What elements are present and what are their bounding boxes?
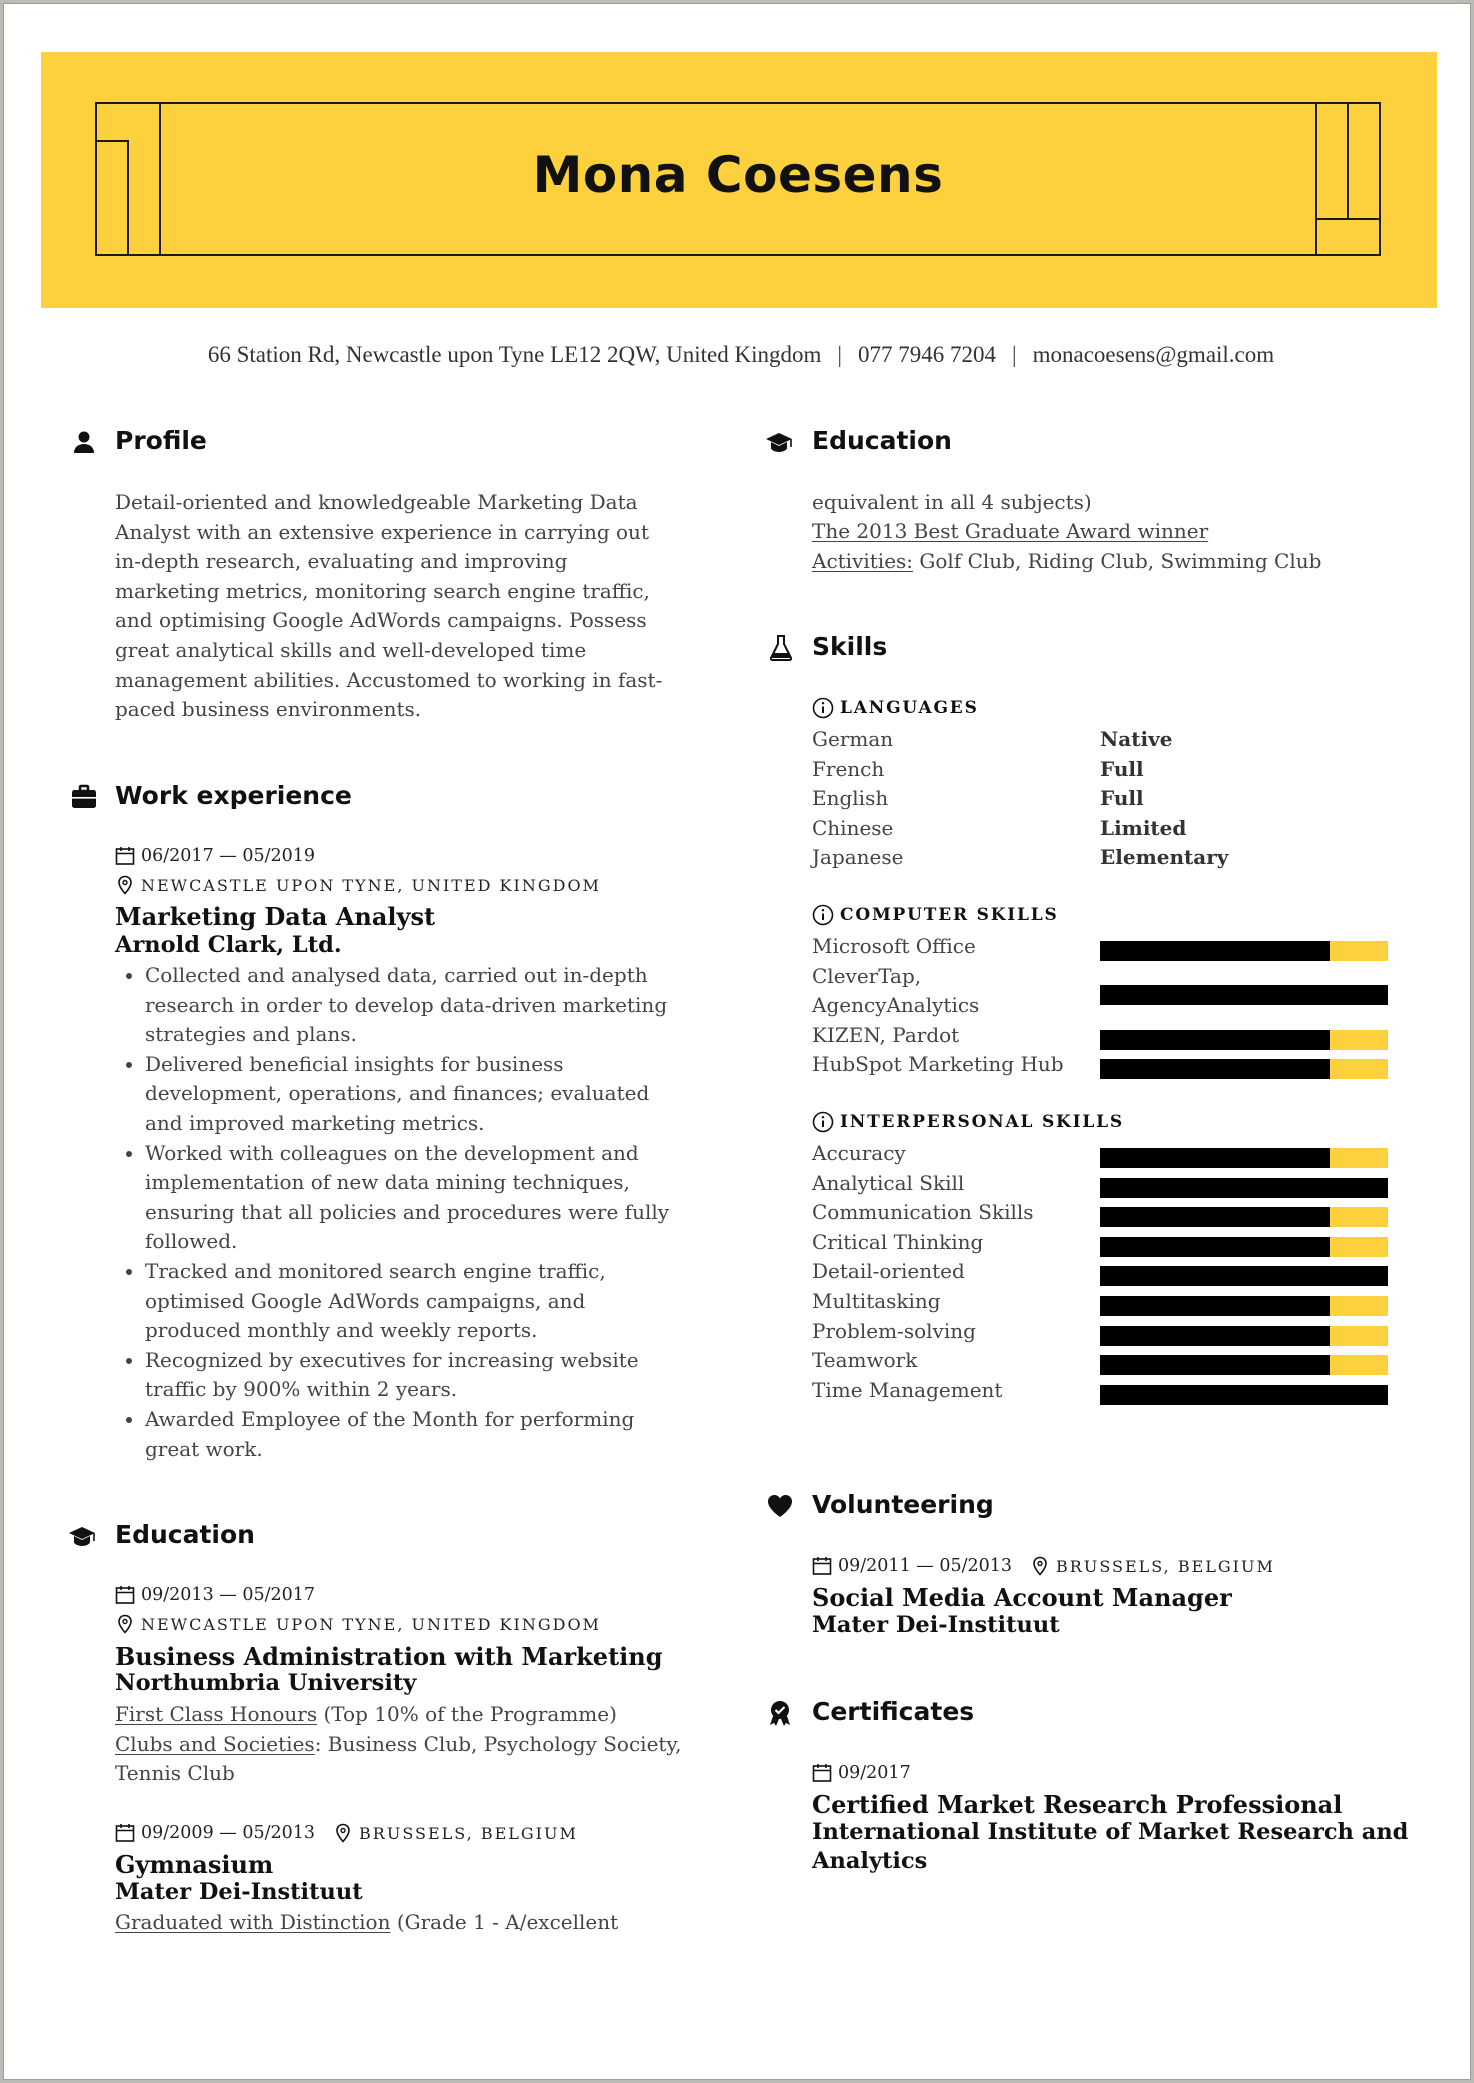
interpersonal-skill-bar-fill	[1100, 1385, 1388, 1405]
candidate-name: Mona Coesens	[532, 146, 944, 204]
education2-dates-text: 09/2009 — 05/2013	[141, 1823, 316, 1843]
honours-line: First Class Honours (Top 10% of the Programme)	[115, 1702, 617, 1726]
language-level: Full	[1100, 786, 1144, 811]
list-item: • Worked with colleagues on the development and implementation of new data mining techniques, ensuring that all policies and procedures were fully followed.	[145, 1139, 765, 1257]
interpersonal-skill-bar-fill	[1100, 1148, 1330, 1168]
resume-page	[3, 3, 1471, 2080]
education-continued-line: equivalent in all 4 subjects)	[812, 490, 1092, 514]
education2-meta	[115, 1823, 578, 1843]
info-icon	[812, 697, 834, 719]
degree-title: Business Administration with Marketing	[115, 1642, 663, 1671]
profile-line: Detail-oriented and knowledgeable Marketing Data	[115, 490, 638, 514]
clubs-link[interactable]: Clubs and Societies	[115, 1732, 315, 1756]
education2-location-text: BRUSSELS, BELGIUM	[359, 1823, 578, 1843]
degree-title-2: Gymnasium	[115, 1850, 274, 1879]
interpersonal-skill-name: Teamwork	[812, 1348, 918, 1373]
language-name: English	[812, 786, 889, 811]
calendar-icon	[115, 846, 135, 866]
info-icon	[812, 904, 834, 926]
profile-heading: Profile	[115, 426, 207, 455]
interpersonal-skill-name: Detail-oriented	[812, 1259, 965, 1284]
language-level: Full	[1100, 756, 1144, 781]
job-dates	[115, 846, 315, 866]
list-item: • Recognized by executives for increasing website traffic by 900% within 2 years.	[145, 1346, 765, 1405]
volunteer-org: Mater Dei-Instituut	[812, 1612, 1060, 1638]
list-item: • Delivered beneficial insights for business development, operations, and finances; evaluated and improved marketing metrics.	[145, 1050, 765, 1139]
location-pin-icon	[115, 1614, 135, 1634]
work-experience-heading: Work experience	[115, 781, 352, 810]
job-company: Arnold Clark, Ltd.	[115, 932, 342, 958]
certificates-heading: Certificates	[812, 1697, 975, 1726]
interpersonal-skill-bar	[1100, 1207, 1388, 1227]
interpersonal-skill-name: Problem-solving	[812, 1318, 976, 1343]
computer-skill-bar	[1100, 1030, 1388, 1050]
heart-icon	[766, 1492, 794, 1520]
interpersonal-skill-bar	[1100, 1296, 1388, 1316]
language-name: French	[812, 756, 885, 781]
languages-subheading: LANGUAGES	[812, 697, 979, 719]
school-name: Northumbria University	[115, 1670, 417, 1696]
interpersonal-skills-subheading: INTERPERSONAL SKILLS	[812, 1111, 1124, 1133]
list-item: • Awarded Employee of the Month for performing great work.	[145, 1405, 765, 1464]
education-location-text: NEWCASTLE UPON TYNE, UNITED KINGDOM	[141, 1614, 601, 1634]
profile-line: great analytical skills and well-developed time	[115, 637, 587, 662]
computer-skill-bar-fill	[1100, 985, 1388, 1005]
school-name-2: Mater Dei-Instituut	[115, 1879, 363, 1905]
interpersonal-skill-bar-fill	[1100, 1237, 1330, 1257]
graduation-cap-icon	[68, 1522, 96, 1550]
distinction-line: Graduated with Distinction (Grade 1 - A/excellent	[115, 1910, 619, 1934]
interpersonal-skill-bar	[1100, 1148, 1388, 1168]
clubs-line: Clubs and Societies: Business Club, Psychology Society,	[115, 1732, 682, 1756]
interpersonal-skill-bar-fill	[1100, 1207, 1330, 1227]
flask-icon	[767, 634, 795, 662]
info-icon	[812, 1111, 834, 1133]
computer-skill-bar	[1100, 985, 1388, 1005]
interpersonal-skill-bar-fill	[1100, 1355, 1330, 1375]
profile-text	[115, 488, 715, 725]
computer-skill-bar	[1100, 1059, 1388, 1079]
computer-skill-bar	[1100, 941, 1388, 961]
interpersonal-skill-name: Communication Skills	[812, 1200, 1034, 1225]
header-banner	[41, 52, 1437, 308]
education-heading-continued: Education	[812, 426, 952, 455]
calendar-icon	[115, 1823, 135, 1843]
contact-separator: |	[1012, 342, 1017, 367]
certificate-name: Certified Market Research Professional	[812, 1790, 1343, 1819]
interpersonal-skill-bar-fill	[1100, 1266, 1388, 1286]
activities-label[interactable]: Activities:	[812, 549, 914, 573]
profile-line: paced business environments.	[115, 697, 422, 722]
calendar-icon	[812, 1556, 832, 1576]
volunteering-heading: Volunteering	[812, 1490, 994, 1519]
computer-skills-subheading: COMPUTER SKILLS	[812, 904, 1059, 926]
certificate-issuer-cont: Analytics	[812, 1848, 928, 1874]
interpersonal-skill-name: Multitasking	[812, 1289, 941, 1313]
briefcase-icon	[70, 783, 98, 811]
education-dates	[115, 1585, 315, 1605]
location-pin-icon	[333, 1823, 353, 1843]
interpersonal-skill-bar	[1100, 1266, 1388, 1286]
language-name: Chinese	[812, 815, 894, 840]
contact-phone: 077 7946 7204	[858, 342, 997, 367]
frame-decoration-right-bottom	[1317, 218, 1379, 220]
clubs-line-2: Tennis Club	[115, 1761, 235, 1785]
certificate-date: 09/2017	[812, 1763, 911, 1783]
badge-icon	[766, 1699, 794, 1727]
location-pin-icon	[115, 875, 135, 895]
computer-skill-name: KIZEN, Pardot	[812, 1022, 960, 1047]
award-link[interactable]: The 2013 Best Graduate Award winner	[812, 519, 1209, 543]
profile-line: and optimising Google AdWords campaigns. Possess	[115, 608, 647, 633]
interpersonal-skill-bar	[1100, 1355, 1388, 1375]
job-location-text: NEWCASTLE UPON TYNE, UNITED KINGDOM	[141, 875, 601, 895]
interpersonal-skill-name: Analytical Skill	[812, 1170, 965, 1195]
interpersonal-skill-name: Accuracy	[812, 1141, 906, 1165]
job-bullets	[115, 961, 765, 1464]
contact-address: 66 Station Rd, Newcastle upon Tyne LE12 2QW, United Kingdom	[207, 342, 822, 367]
computer-skill-name: CleverTap,	[812, 963, 922, 988]
list-item: • Tracked and monitored search engine traffic, optimised Google AdWords campaigns, and produced monthly and weekly reports.	[145, 1257, 765, 1346]
contact-separator: |	[837, 342, 843, 367]
profile-line: management abilities. Accustomed to working in fast-	[115, 667, 663, 692]
language-name: German	[812, 727, 894, 751]
computer-skill-bar-fill	[1100, 1059, 1330, 1079]
language-level: Limited	[1100, 815, 1187, 840]
user-icon	[70, 428, 98, 456]
calendar-icon	[115, 1585, 135, 1605]
volunteer-role: Social Media Account Manager	[812, 1583, 1232, 1612]
computer-skill-name: Microsoft Office	[812, 934, 976, 958]
honours-link[interactable]: First Class Honours	[115, 1702, 318, 1726]
skills-heading: Skills	[812, 632, 888, 661]
banner-frame	[95, 102, 1381, 256]
job-location	[115, 875, 601, 895]
graduation-cap-icon	[765, 428, 793, 456]
computer-skill-name: HubSpot Marketing Hub	[812, 1052, 1064, 1077]
profile-line: marketing metrics, monitoring search engine traffic,	[115, 578, 650, 603]
computer-skill-bar-fill	[1100, 1030, 1330, 1050]
list-item: • Collected and analysed data, carried out in-depth research in order to develop data-driven marketing strategies and plans.	[145, 961, 765, 1050]
language-level: Native	[1100, 727, 1173, 751]
interpersonal-skill-bar-fill	[1100, 1178, 1388, 1198]
interpersonal-skill-bar	[1100, 1385, 1388, 1405]
interpersonal-skill-name: Time Management	[812, 1377, 1003, 1402]
education-dates-text: 09/2013 — 05/2017	[141, 1585, 316, 1605]
job-title: Marketing Data Analyst	[115, 902, 436, 931]
location-pin-icon	[1030, 1556, 1050, 1576]
volunteering-meta: 09/2011 — 05/2013 BRUSSELS, BELGIUM	[812, 1556, 1275, 1576]
interpersonal-skill-bar-fill	[1100, 1296, 1330, 1316]
certificate-issuer: International Institute of Market Research and	[812, 1819, 1409, 1845]
contact-email[interactable]: monacoesens@gmail.com	[1032, 342, 1275, 367]
interpersonal-skill-bar	[1100, 1326, 1388, 1346]
activities-line: Activities: Golf Club, Riding Club, Swimming Club	[812, 549, 1322, 573]
language-level: Elementary	[1100, 845, 1229, 870]
education-heading: Education	[115, 1520, 255, 1549]
education-location	[115, 1614, 601, 1634]
calendar-icon	[812, 1763, 832, 1783]
profile-line: Analyst with an extensive experience in carrying out	[115, 519, 649, 544]
interpersonal-skill-bar	[1100, 1178, 1388, 1198]
computer-skill-bar-fill	[1100, 941, 1330, 961]
interpersonal-skill-bar	[1100, 1237, 1388, 1257]
language-name: Japanese	[812, 845, 904, 870]
distinction-link[interactable]: Graduated with Distinction	[115, 1910, 391, 1934]
interpersonal-skill-name: Critical Thinking	[812, 1229, 984, 1254]
contact-line	[4, 342, 1474, 368]
job-dates-text: 06/2017 — 05/2019	[141, 846, 316, 866]
interpersonal-skill-bar-fill	[1100, 1326, 1330, 1346]
computer-skill-name-cont: AgencyAnalytics	[812, 993, 980, 1018]
profile-line: in-depth research, evaluating and improving	[115, 549, 568, 574]
